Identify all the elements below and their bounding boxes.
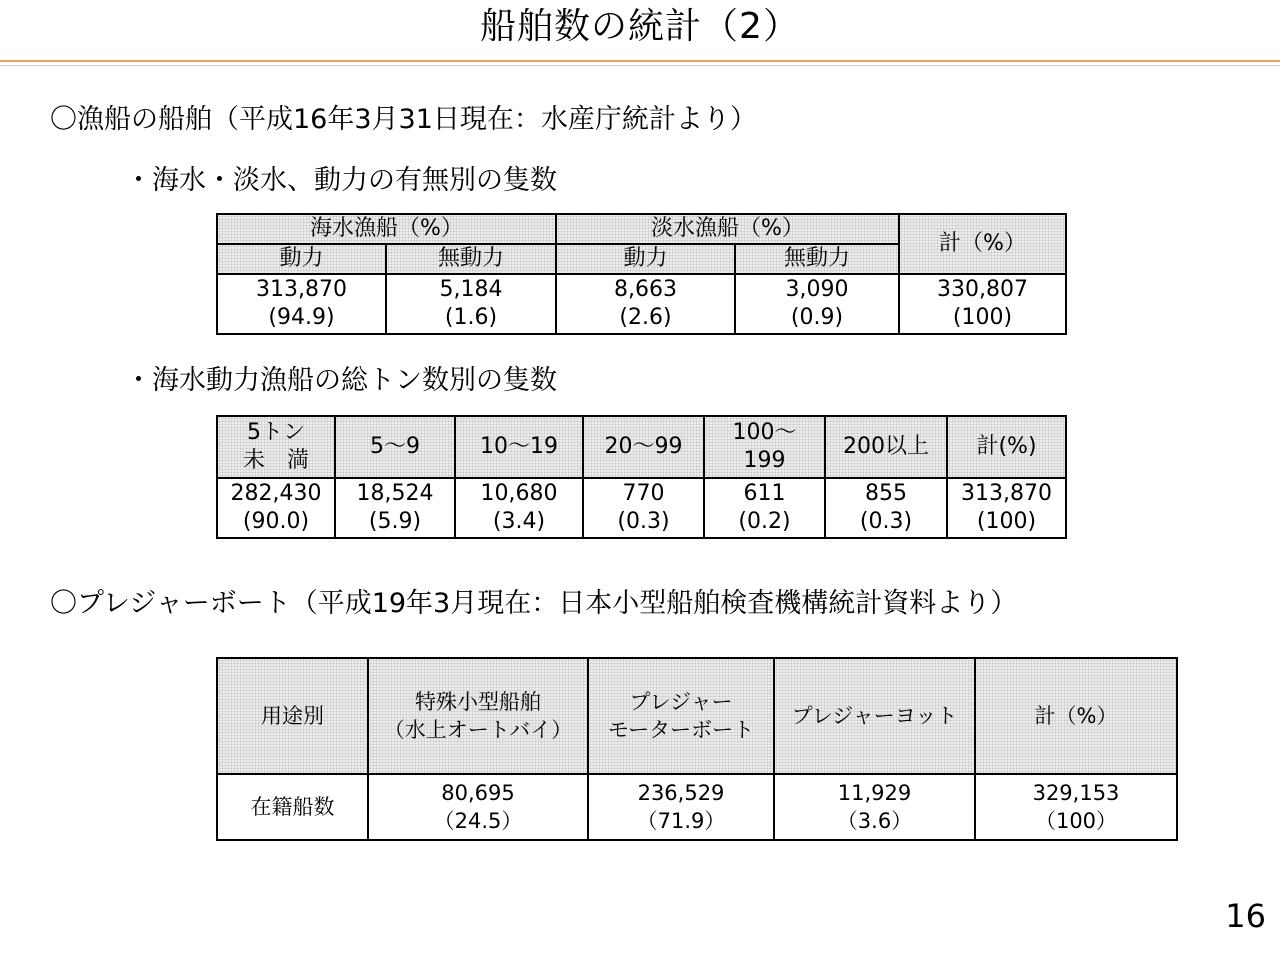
count-value: 329,153 [1032, 781, 1120, 805]
table-cell [588, 774, 774, 840]
table-cell [735, 274, 899, 334]
count-value: 5,184 [439, 277, 503, 302]
table-cell [455, 478, 583, 538]
count-value: 8,663 [614, 277, 677, 302]
header-total [975, 658, 1177, 774]
table-cell [975, 774, 1177, 840]
title-rule [0, 60, 1280, 62]
pleasure-boats-heading: 〇プレジャーボート（平成19年3月現在：日本小型船舶検査機構統計資料より） [50, 588, 1018, 619]
percent-value: (1.6) [444, 305, 498, 330]
percent-value: （3.6） [836, 809, 913, 833]
table-cell [217, 274, 386, 334]
page-number: 16 [1225, 897, 1266, 935]
percent-value: (100) [952, 305, 1013, 330]
count-value: 3,090 [785, 277, 849, 302]
water-type-table [216, 213, 1067, 335]
count-value: 313,870 [256, 277, 347, 302]
count-value: 770 [622, 481, 665, 506]
sub-header-unpowered: 無動力 [386, 244, 556, 274]
count-value: 11,929 [837, 781, 912, 805]
header-under-5t [217, 416, 335, 478]
count-value: 313,870 [961, 481, 1052, 506]
header-line: プレジャーヨット [791, 704, 958, 728]
title-rule-thin [0, 65, 1280, 66]
fishing-vessels-heading: 〇漁船の船舶（平成16年3月31日現在：水産庁統計より） [50, 104, 757, 135]
table-cell [825, 478, 947, 538]
header-20-99t [583, 416, 704, 478]
table-cell [556, 274, 735, 334]
percent-value: (0.2) [738, 509, 791, 534]
header-200t-plus [825, 416, 947, 478]
percent-value: （24.5） [433, 809, 523, 833]
count-value: 611 [743, 481, 786, 506]
percent-value: （100） [1034, 809, 1118, 833]
header-100-199t [704, 416, 825, 478]
row-label: 在籍船数 [217, 774, 368, 840]
header-line: モーターボート [607, 718, 755, 742]
sub-header-powered: 動力 [217, 244, 386, 274]
percent-value: (90.0) [242, 509, 310, 534]
header-total [947, 416, 1066, 478]
header-5-9t [335, 416, 455, 478]
header-line: （水上オートバイ） [383, 718, 573, 742]
header-line: 5トン [247, 420, 305, 445]
count-value: 855 [865, 481, 907, 506]
table-row [217, 478, 1066, 538]
count-value: 10,680 [480, 481, 558, 506]
header-line: 未 満 [242, 448, 309, 473]
header-line: 計(%) [976, 434, 1037, 459]
table-cell [583, 478, 704, 538]
count-value: 282,430 [230, 481, 322, 506]
water-type-subheading: ・海水・淡水、動力の有無別の隻数 [125, 165, 557, 196]
total-header: 計（%） [899, 214, 1066, 274]
percent-value: (5.9) [368, 509, 422, 534]
header-line: 5～9 [370, 434, 420, 459]
table-row [217, 274, 1066, 334]
header-line: 計（%） [1034, 704, 1118, 728]
header-line: プレジャー [629, 690, 733, 714]
count-value: 236,529 [637, 781, 725, 805]
header-line: 199 [743, 448, 786, 473]
header-line: 200以上 [843, 434, 929, 459]
percent-value: （71.9） [636, 809, 726, 833]
percent-value: (3.4) [492, 509, 546, 534]
sub-header-powered: 動力 [556, 244, 735, 274]
table-cell [368, 774, 588, 840]
freshwater-group-header: 淡水漁船（%） [556, 214, 899, 244]
header-usage [217, 658, 368, 774]
table-cell [947, 478, 1066, 538]
sub-header-unpowered: 無動力 [735, 244, 899, 274]
header-line: 100～ [732, 420, 797, 445]
page-title: 船舶数の統計（2） [480, 6, 800, 47]
table-row [217, 774, 1177, 840]
header-line: 10～19 [480, 434, 558, 459]
table-cell [217, 478, 335, 538]
table-cell [386, 274, 556, 334]
header-motorboat [588, 658, 774, 774]
header-line: 用途別 [261, 704, 324, 728]
header-yacht [774, 658, 975, 774]
percent-value: (94.9) [268, 305, 335, 330]
header-line: 20～99 [604, 434, 683, 459]
header-line: 特殊小型船舶 [415, 690, 541, 714]
count-value: 18,524 [356, 481, 434, 506]
pleasure-boat-table [216, 657, 1178, 841]
percent-value: (0.9) [790, 305, 844, 330]
table-cell [899, 274, 1066, 334]
percent-value: (100) [976, 509, 1037, 534]
table-cell [704, 478, 825, 538]
table-cell [335, 478, 455, 538]
header-personal-watercraft [368, 658, 588, 774]
percent-value: (0.3) [617, 509, 670, 534]
tonnage-subheading: ・海水動力漁船の総トン数別の隻数 [125, 365, 557, 396]
table-cell [774, 774, 975, 840]
count-value: 80,695 [441, 781, 515, 805]
tonnage-table [216, 415, 1067, 539]
percent-value: (2.6) [619, 305, 672, 330]
percent-value: (0.3) [859, 509, 913, 534]
seawater-group-header: 海水漁船（%） [217, 214, 556, 244]
count-value: 330,807 [937, 277, 1028, 302]
header-10-19t [455, 416, 583, 478]
